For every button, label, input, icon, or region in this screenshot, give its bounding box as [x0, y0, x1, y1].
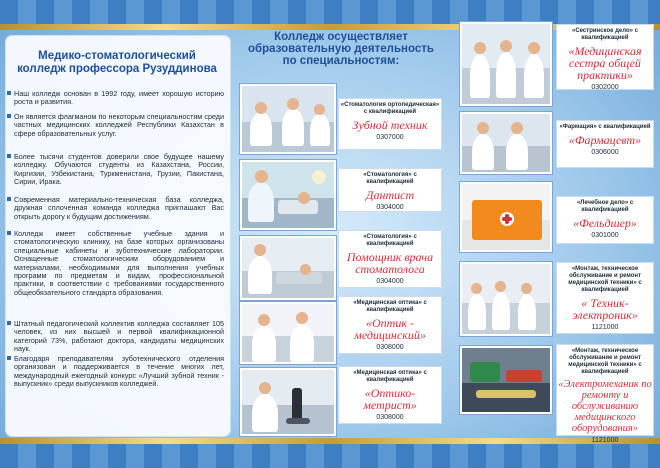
bullet-icon: [7, 154, 11, 158]
bullet-icon: [7, 197, 11, 201]
paragraph-1: Наш колледж основан в 1992 году, имеет хорошую историю роста и развития.: [14, 90, 224, 107]
bullet-icon: [7, 321, 11, 325]
specialty-card-dentist[interactable]: «Стоматология» с квалификацией Дантист 0304000: [338, 168, 442, 212]
ornament-bottom-band: [0, 442, 660, 468]
specialties-title: Колледж осуществляет образовательную деятельность по специальностям:: [248, 31, 434, 67]
bullet-icon: [7, 114, 11, 118]
specialty-card-nurse[interactable]: «Сестринское дело» с квалификацией «Медицинская сестра общей практики» 0302000: [556, 24, 654, 90]
specialty-card-electromechanic[interactable]: «Монтаж, техническое обслуживание и ремонт медицинской техники» с квалификацией «Электромеханик по ремонту и обслуживанию медицинского оборудования» 1121000: [556, 344, 654, 436]
specialty-card-medical-optician[interactable]: «Медицинская оптика» с квалификацией «Оптик - медицинский» 0308000: [338, 296, 442, 354]
specialty-card-optometrist[interactable]: «Медицинская оптика» с квалификацией «Оптико- метрист» 0308000: [338, 366, 442, 424]
pharmacy-photo: [460, 112, 552, 174]
nursing-photo: [460, 22, 552, 106]
ornament-top-band: [0, 0, 660, 26]
electronics-class-photo: [460, 262, 552, 336]
bullet-icon: [7, 91, 11, 95]
specialty-card-pharmacist[interactable]: «Фармация» с квалификацией «Фармацевт» 0306000: [556, 120, 654, 168]
optometrist-photo: [240, 368, 336, 436]
specialty-card-dental-technician[interactable]: «Стоматология ортопедическая» с квалификацией Зубной техник 0307000: [338, 98, 442, 150]
paragraph-6: Штатный педагогический коллектив колледжа составляет 105 человек, из них высшей и первой квалификационной категорий 73%, работают доктора, кандидаты медицинских наук.: [14, 320, 224, 354]
specialty-card-electronics-technician[interactable]: «Монтаж, техническое обслуживание и ремонт медицинской техники» с квалификацией « Техник- электроник» 1121000: [556, 262, 654, 334]
paragraph-2: Он является флагманом по некоторым специальностям среди частных медицинских колледжей Республики Казахстан в сфере образовательных услуг.: [14, 113, 224, 138]
dental-assistant-photo: [240, 236, 336, 300]
college-title: Медико-стоматологический колледж профессора Рузуддинова: [17, 50, 217, 75]
optics-photo: [240, 302, 336, 364]
paragraph-4: Современная материально-техническая база колледжа, дружная сплоченная команда колледжа приглашают Вас открыть дорогу к будущим достижениям.: [14, 196, 224, 221]
bullet-icon: [7, 231, 11, 235]
specialty-card-dentist-assistant[interactable]: «Стоматология» с квалификацией Помощник врача стоматолога 0304000: [338, 230, 442, 288]
specialty-card-paramedic[interactable]: «Лечебное дело» с квалификацией «Фельдшер» 0301000: [556, 196, 654, 244]
dental-lab-photo: [240, 84, 336, 154]
circuit-board-photo: [460, 346, 552, 414]
dentist-photo: [240, 160, 336, 230]
paragraph-7: Благодаря преподавателям зуботехнического отделения организован и поддерживается в течение многих лет, международный ежегодный конкурс «Лучший зубной техник - выпускник» среди выпускников колледжей.: [14, 355, 224, 389]
paragraph-3: Более тысячи студентов доверили свое будущее нашему колледжу. Обучаются студенты из Казахстана, России, Киргизии, Узбекистана, Туркменистана, Грузии, Пакистана, Сирии, Ирака.: [14, 153, 224, 187]
paragraph-5: Колледж имеет собственные учебные здания и стоматологическую клинику, на базе которых организованы специальные кабинеты и зуботехнические лаборатории. Оснащенные стоматологическим оборудованием и материалами, необходимыми для выполнения учебных программ по предметам и видам, профессиональной практики, в соответствии с требованиями государственного общеобязательного стандарта образования.: [14, 230, 224, 297]
bullet-icon: [7, 356, 11, 360]
first-aid-kit-photo: [460, 182, 552, 252]
